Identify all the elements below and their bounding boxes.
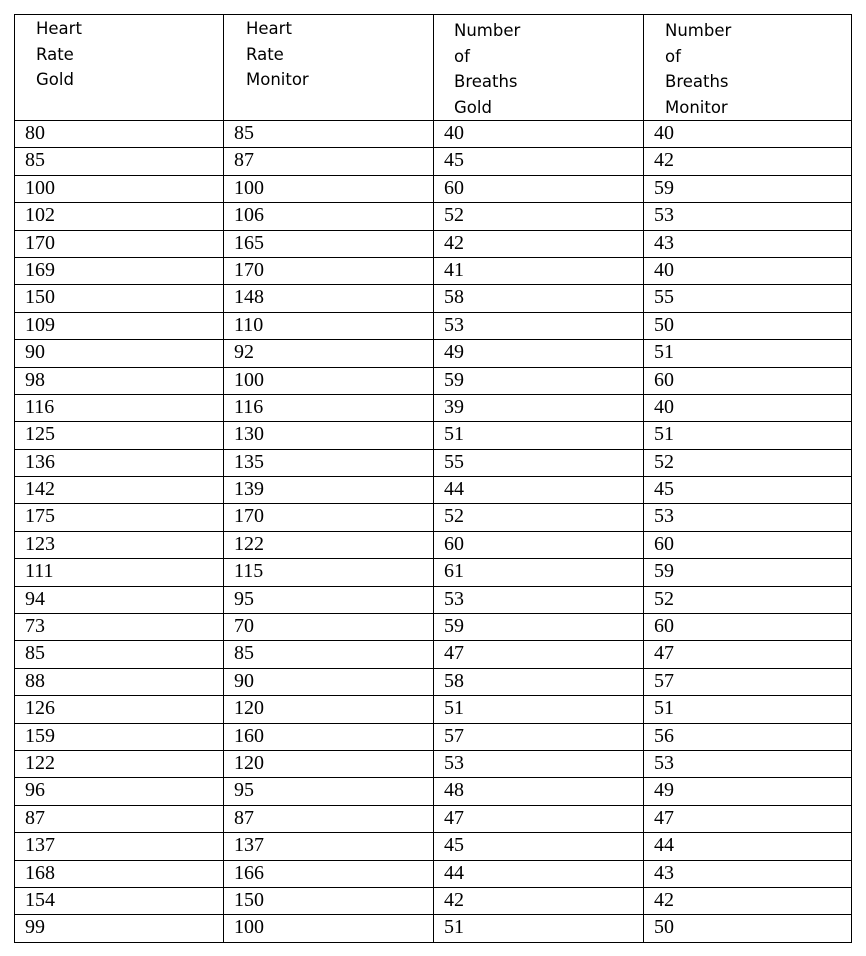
cell-heart-rate-monitor: 139 [224,477,434,504]
cell-heart-rate-monitor: 70 [224,614,434,641]
cell-heart-rate-monitor: 100 [224,175,434,202]
cell-heart-rate-gold: 125 [15,422,224,449]
cell-heart-rate-gold: 102 [15,203,224,230]
table-row [15,504,852,531]
table-row [15,148,852,175]
cell-breaths-monitor: 47 [644,641,852,668]
cell-breaths-gold: 42 [434,230,644,257]
cell-heart-rate-monitor: 148 [224,285,434,312]
data-table [14,14,852,943]
cell-breaths-monitor: 53 [644,504,852,531]
cell-breaths-gold: 47 [434,805,644,832]
cell-heart-rate-monitor: 85 [224,641,434,668]
cell-heart-rate-monitor: 85 [224,121,434,148]
cell-heart-rate-monitor: 87 [224,148,434,175]
cell-breaths-monitor: 40 [644,121,852,148]
header-breaths-monitor [644,15,852,121]
table-row [15,257,852,284]
cell-heart-rate-monitor: 106 [224,203,434,230]
cell-heart-rate-gold: 169 [15,257,224,284]
header-line: Rate [36,44,74,64]
cell-breaths-gold: 47 [434,641,644,668]
cell-heart-rate-gold: 116 [15,394,224,421]
cell-breaths-monitor: 49 [644,778,852,805]
cell-breaths-monitor: 42 [644,887,852,914]
header-line: Gold [36,70,74,89]
header-line: Number [454,21,521,40]
table-row [15,805,852,832]
cell-breaths-gold: 59 [434,614,644,641]
table-row [15,915,852,942]
cell-breaths-gold: 41 [434,257,644,284]
header-line: Number [665,21,732,40]
cell-heart-rate-gold: 142 [15,477,224,504]
cell-breaths-gold: 53 [434,312,644,339]
cell-breaths-monitor: 60 [644,614,852,641]
table-row [15,833,852,860]
cell-breaths-gold: 53 [434,750,644,777]
cell-heart-rate-gold: 170 [15,230,224,257]
cell-heart-rate-monitor: 160 [224,723,434,750]
cell-breaths-monitor: 59 [644,175,852,202]
header-row [15,15,852,121]
table-row [15,394,852,421]
cell-breaths-monitor: 52 [644,586,852,613]
cell-breaths-monitor: 44 [644,833,852,860]
cell-breaths-monitor: 43 [644,230,852,257]
cell-heart-rate-monitor: 120 [224,696,434,723]
table-row [15,668,852,695]
cell-heart-rate-gold: 150 [15,285,224,312]
cell-breaths-gold: 51 [434,422,644,449]
cell-breaths-gold: 44 [434,860,644,887]
table-body [15,121,852,943]
cell-heart-rate-monitor: 115 [224,559,434,586]
table-row [15,312,852,339]
cell-heart-rate-gold: 109 [15,312,224,339]
cell-heart-rate-monitor: 100 [224,915,434,942]
header-line: Monitor [246,70,309,89]
cell-breaths-monitor: 57 [644,668,852,695]
header-line: Gold [454,97,492,117]
table-row [15,367,852,394]
cell-breaths-gold: 40 [434,121,644,148]
cell-breaths-gold: 61 [434,559,644,586]
cell-breaths-monitor: 51 [644,340,852,367]
table-row [15,614,852,641]
cell-heart-rate-gold: 88 [15,668,224,695]
header-breaths-gold [434,15,644,121]
cell-heart-rate-gold: 168 [15,860,224,887]
cell-heart-rate-gold: 111 [15,559,224,586]
cell-heart-rate-gold: 175 [15,504,224,531]
cell-heart-rate-monitor: 87 [224,805,434,832]
cell-breaths-gold: 45 [434,833,644,860]
table-row [15,175,852,202]
table-row [15,422,852,449]
cell-breaths-gold: 52 [434,504,644,531]
cell-breaths-monitor: 50 [644,312,852,339]
cell-breaths-gold: 52 [434,203,644,230]
cell-heart-rate-gold: 98 [15,367,224,394]
cell-heart-rate-monitor: 165 [224,230,434,257]
table-row [15,285,852,312]
table-row [15,641,852,668]
cell-breaths-gold: 42 [434,887,644,914]
cell-heart-rate-monitor: 116 [224,394,434,421]
cell-heart-rate-monitor: 130 [224,422,434,449]
cell-breaths-gold: 45 [434,148,644,175]
cell-heart-rate-monitor: 137 [224,833,434,860]
cell-breaths-monitor: 43 [644,860,852,887]
cell-heart-rate-gold: 96 [15,778,224,805]
table-row [15,477,852,504]
cell-breaths-gold: 44 [434,477,644,504]
header-line: Heart [36,19,82,38]
cell-breaths-gold: 58 [434,285,644,312]
table-row [15,723,852,750]
cell-breaths-gold: 58 [434,668,644,695]
cell-heart-rate-monitor: 110 [224,312,434,339]
cell-heart-rate-monitor: 135 [224,449,434,476]
table-row [15,340,852,367]
cell-breaths-monitor: 40 [644,257,852,284]
cell-heart-rate-gold: 126 [15,696,224,723]
cell-breaths-gold: 48 [434,778,644,805]
table-row [15,696,852,723]
cell-heart-rate-gold: 154 [15,887,224,914]
cell-breaths-gold: 60 [434,531,644,558]
cell-breaths-monitor: 55 [644,285,852,312]
table-row [15,121,852,148]
table-row [15,449,852,476]
header-heart-rate-monitor [224,15,434,121]
table-row [15,860,852,887]
table-row [15,887,852,914]
cell-heart-rate-monitor: 166 [224,860,434,887]
table-row [15,203,852,230]
header-heart-rate-gold [15,15,224,121]
cell-heart-rate-gold: 100 [15,175,224,202]
cell-breaths-monitor: 47 [644,805,852,832]
header-line: of [454,46,470,66]
cell-heart-rate-gold: 85 [15,641,224,668]
cell-heart-rate-gold: 122 [15,750,224,777]
cell-breaths-monitor: 51 [644,422,852,449]
header-line: Heart [246,19,292,38]
cell-heart-rate-gold: 137 [15,833,224,860]
cell-heart-rate-gold: 159 [15,723,224,750]
cell-breaths-monitor: 59 [644,559,852,586]
table-row [15,586,852,613]
cell-breaths-monitor: 51 [644,696,852,723]
cell-breaths-monitor: 50 [644,915,852,942]
cell-breaths-gold: 51 [434,696,644,723]
header-line: Monitor [665,97,728,117]
table-row [15,531,852,558]
cell-breaths-monitor: 45 [644,477,852,504]
cell-breaths-monitor: 53 [644,750,852,777]
cell-breaths-monitor: 53 [644,203,852,230]
cell-breaths-gold: 39 [434,394,644,421]
cell-heart-rate-monitor: 95 [224,586,434,613]
cell-breaths-gold: 55 [434,449,644,476]
cell-breaths-gold: 51 [434,915,644,942]
cell-heart-rate-gold: 73 [15,614,224,641]
cell-heart-rate-monitor: 120 [224,750,434,777]
cell-breaths-gold: 57 [434,723,644,750]
header-line: Rate [246,44,284,64]
cell-heart-rate-monitor: 170 [224,257,434,284]
cell-breaths-monitor: 40 [644,394,852,421]
cell-breaths-monitor: 52 [644,449,852,476]
cell-breaths-monitor: 60 [644,367,852,394]
cell-heart-rate-gold: 87 [15,805,224,832]
cell-heart-rate-monitor: 150 [224,887,434,914]
cell-heart-rate-monitor: 90 [224,668,434,695]
table-row [15,778,852,805]
cell-breaths-gold: 59 [434,367,644,394]
cell-heart-rate-monitor: 100 [224,367,434,394]
cell-heart-rate-gold: 80 [15,121,224,148]
cell-breaths-gold: 49 [434,340,644,367]
cell-heart-rate-gold: 85 [15,148,224,175]
header-line: Breaths [454,72,518,91]
header-line: Breaths [665,72,729,91]
cell-breaths-gold: 60 [434,175,644,202]
cell-heart-rate-gold: 90 [15,340,224,367]
cell-breaths-gold: 53 [434,586,644,613]
table-row [15,559,852,586]
table-row [15,230,852,257]
cell-heart-rate-monitor: 170 [224,504,434,531]
cell-heart-rate-gold: 99 [15,915,224,942]
cell-heart-rate-monitor: 122 [224,531,434,558]
cell-heart-rate-monitor: 92 [224,340,434,367]
cell-heart-rate-monitor: 95 [224,778,434,805]
cell-breaths-monitor: 56 [644,723,852,750]
cell-breaths-monitor: 42 [644,148,852,175]
cell-heart-rate-gold: 94 [15,586,224,613]
cell-heart-rate-gold: 136 [15,449,224,476]
table-row [15,750,852,777]
header-line: of [665,46,681,66]
cell-heart-rate-gold: 123 [15,531,224,558]
cell-breaths-monitor: 60 [644,531,852,558]
